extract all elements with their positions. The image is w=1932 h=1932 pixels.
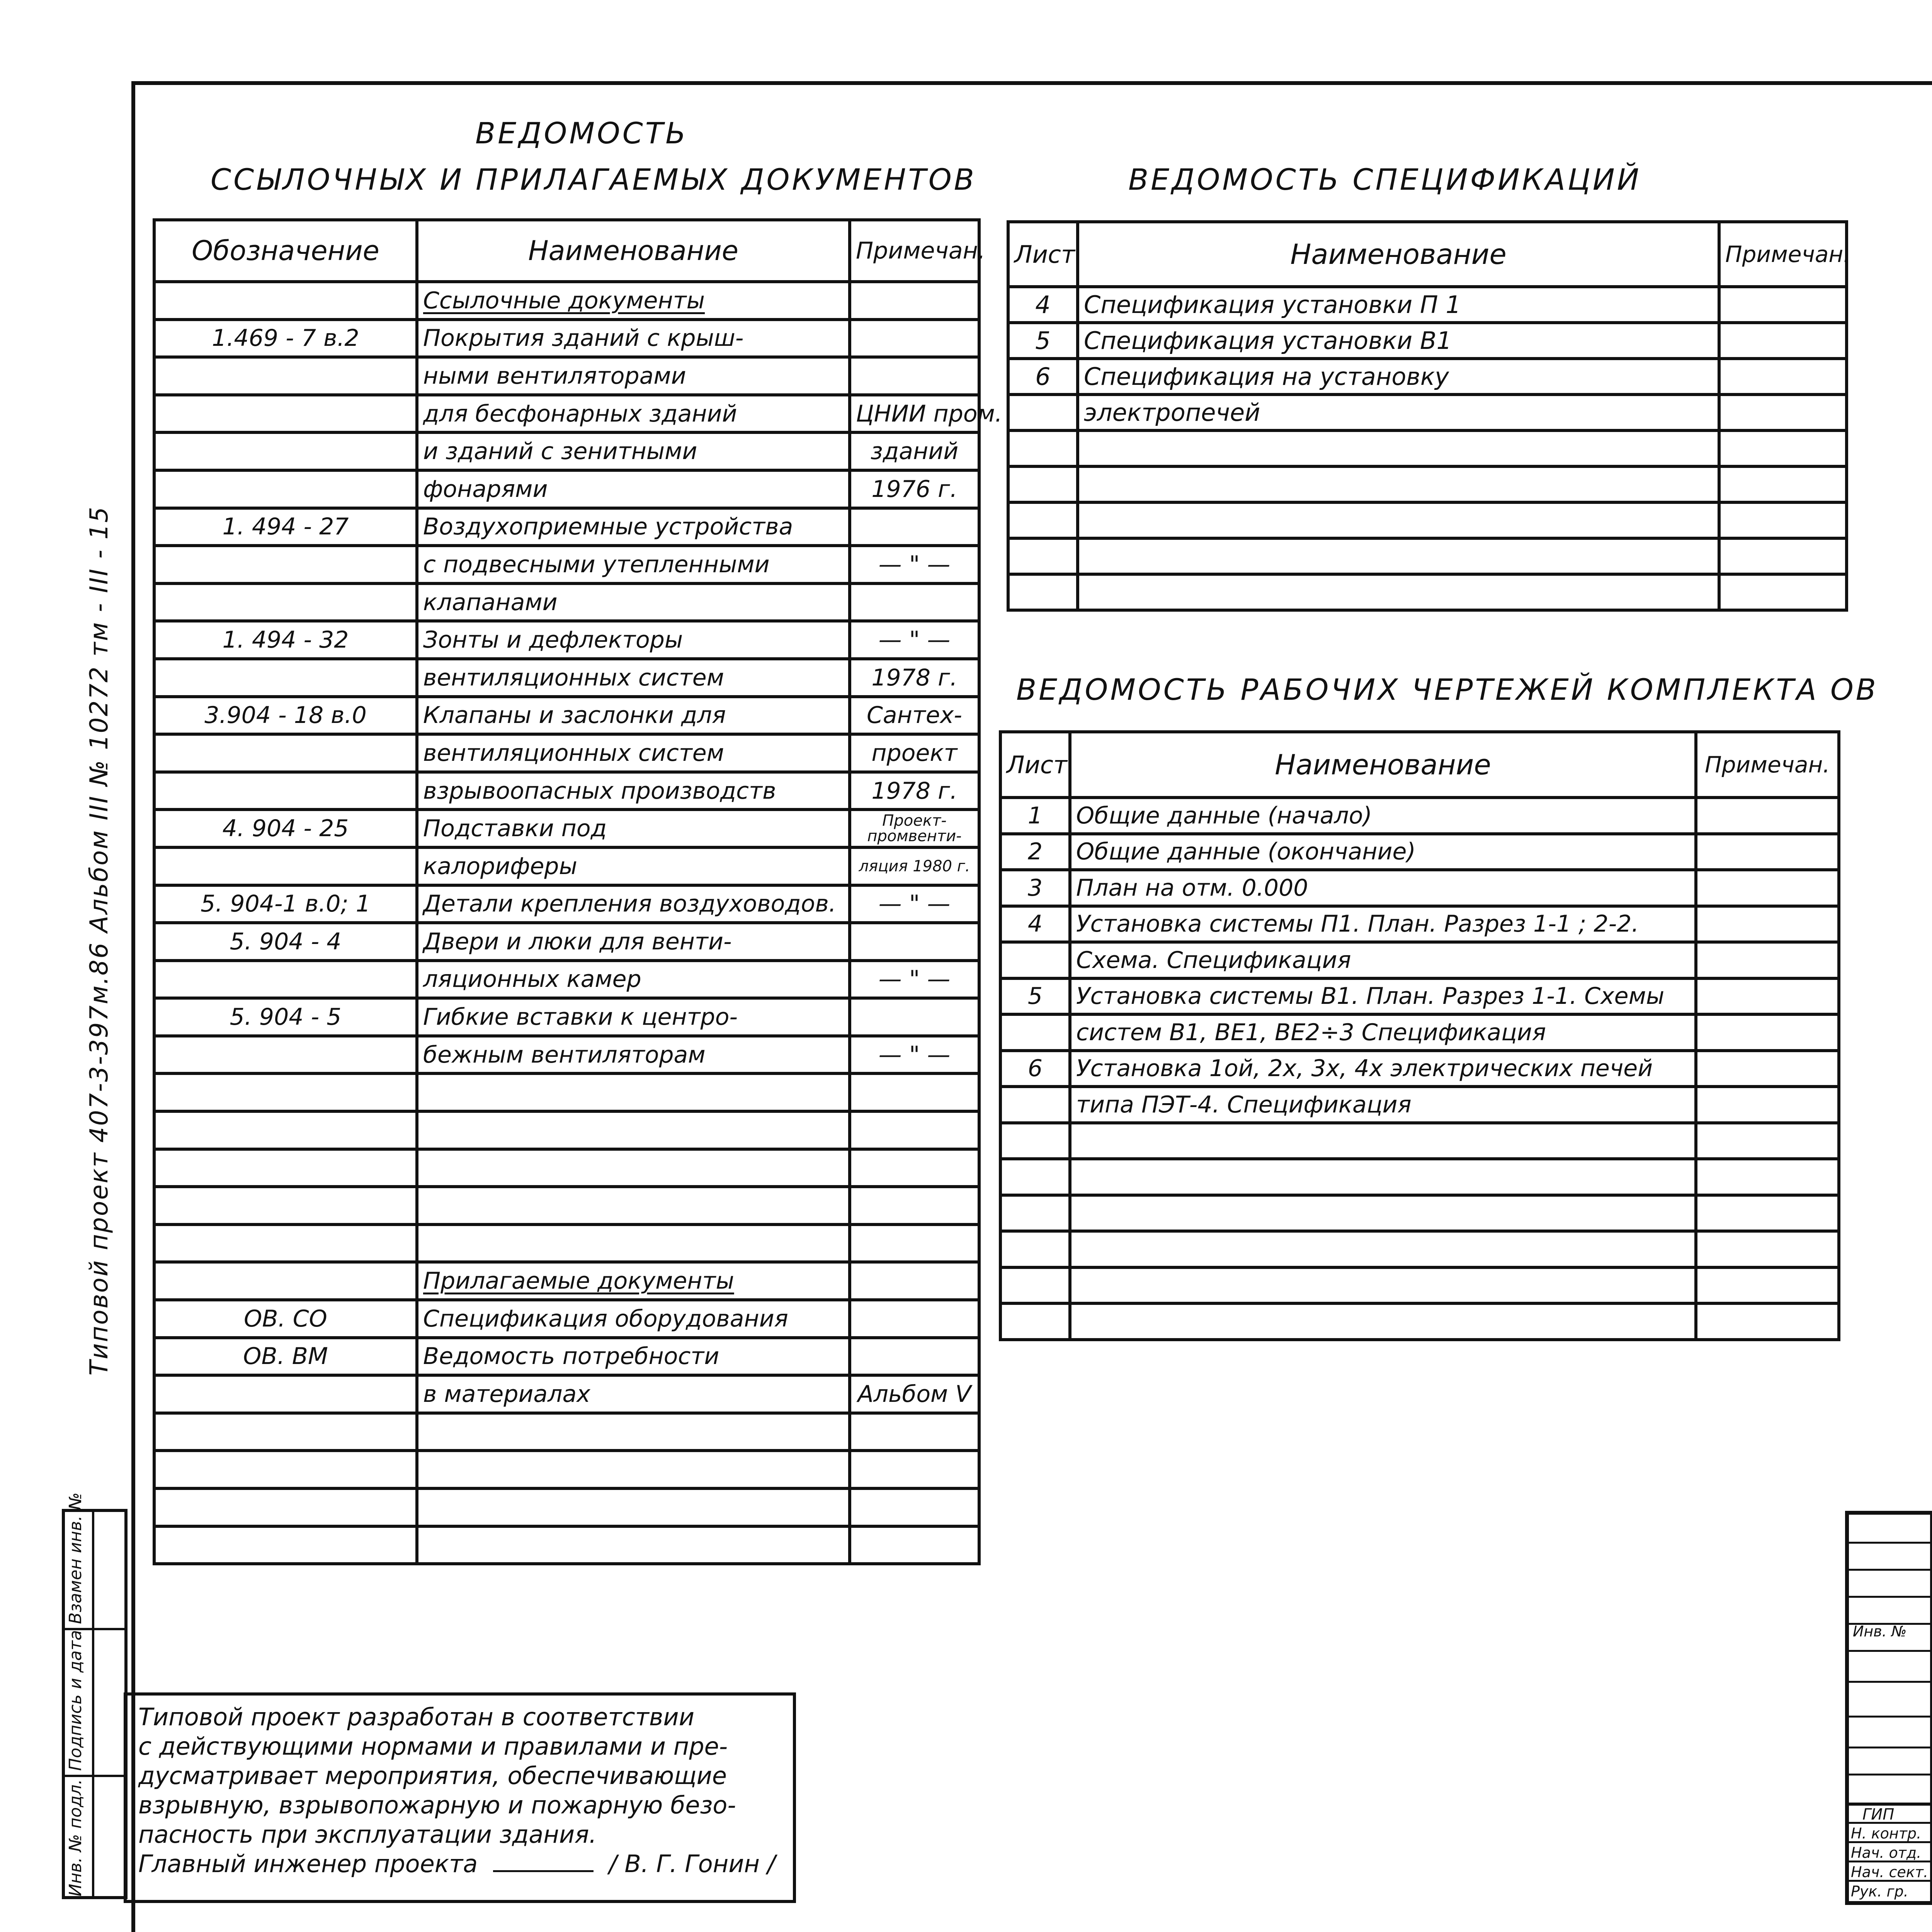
cell-name: ляционных камер: [417, 961, 850, 998]
general-note: [124, 1692, 796, 1903]
cell-name: [417, 1451, 850, 1488]
cell-note: [850, 998, 979, 1036]
cell-code: [154, 1413, 417, 1451]
role-label: Рук. гр.: [1851, 1883, 1908, 1900]
cell-note: [1719, 538, 1847, 574]
cell-name: вентиляционных систем: [417, 734, 850, 772]
cell-code: ОВ. СО: [154, 1300, 417, 1338]
cell-note: [850, 508, 979, 546]
table-row: [154, 885, 979, 923]
table-row: [154, 621, 979, 659]
cell-note: — " —: [850, 1036, 979, 1074]
cell-note: — " —: [850, 885, 979, 923]
cell-name: Клапаны и заслонки для: [417, 697, 850, 735]
cell-note: 1978 г.: [850, 659, 979, 697]
cell-name: бежным вентиляторам: [417, 1036, 850, 1074]
cell-code: [154, 1225, 417, 1262]
cell-sheet: [1008, 430, 1078, 466]
cell-name: [417, 1111, 850, 1149]
table-row: [1000, 1051, 1839, 1087]
cell-name: Установка 1ой, 2х, 3х, 4х электрических печей: [1070, 1051, 1696, 1087]
cell-name: [417, 1488, 850, 1526]
table-row: [154, 847, 979, 885]
cell-name: План на отм. 0.000: [1070, 870, 1696, 906]
cell-note: [1719, 574, 1847, 610]
cell-name: Общие данные (начало): [1070, 798, 1696, 834]
table-row: [154, 1338, 979, 1376]
cell-note: [850, 1300, 979, 1338]
cell-name: вентиляционных систем: [417, 659, 850, 697]
cell-name: [417, 1526, 850, 1564]
cell-name: [1078, 538, 1719, 574]
cell-note: проект: [850, 734, 979, 772]
cell-code: [154, 1149, 417, 1187]
cell-code: [154, 1187, 417, 1225]
table-row: [1008, 323, 1847, 359]
col-header: Наименование: [417, 220, 850, 282]
cell-name: электропечей: [1078, 395, 1719, 430]
table-row: [154, 320, 979, 357]
table-row: [154, 432, 979, 470]
cell-note: [1696, 798, 1839, 834]
table-row: [154, 1375, 979, 1413]
cell-note: Сантех-: [850, 697, 979, 735]
cell-sheet: 4: [1000, 906, 1070, 942]
table-row: [154, 697, 979, 735]
cell-code: [154, 395, 417, 433]
cell-code: 1. 494 - 32: [154, 621, 417, 659]
table-row: [1000, 1014, 1839, 1051]
cell-sheet: 5: [1008, 323, 1078, 359]
table-row: [154, 1149, 979, 1187]
table-row: [154, 961, 979, 998]
role-label: Нач. сект.: [1851, 1864, 1928, 1881]
table-row: [1000, 798, 1839, 834]
cell-note: 1978 г.: [850, 772, 979, 810]
table-row: [154, 772, 979, 810]
cell-note: [850, 923, 979, 961]
cell-code: [154, 432, 417, 470]
cell-code: [154, 961, 417, 998]
cell-name: [417, 1413, 850, 1451]
table-row: [1000, 1303, 1839, 1340]
cell-note: [850, 1526, 979, 1564]
table-row: [154, 470, 979, 508]
cell-sheet: [1008, 574, 1078, 610]
cell-note: [1696, 978, 1839, 1015]
table-row: [1008, 574, 1847, 610]
cell-note: [1719, 430, 1847, 466]
table-row: [154, 1413, 979, 1451]
cell-code: 1.469 - 7 в.2: [154, 320, 417, 357]
cell-note: [1696, 1231, 1839, 1267]
table-row: [1000, 870, 1839, 906]
cell-code: [154, 734, 417, 772]
cell-code: [154, 772, 417, 810]
cell-note: [850, 1262, 979, 1300]
table-row: [154, 546, 979, 583]
note-line: с действующими нормами и правилами и пре-: [138, 1732, 728, 1760]
col-header: Наименование: [1078, 222, 1719, 287]
table-row: [154, 1262, 979, 1300]
inv-number-label: Инв. №: [1853, 1623, 1907, 1640]
table-row: [1008, 430, 1847, 466]
cell-sheet: 3: [1000, 870, 1070, 906]
cell-name: Подставки под: [417, 810, 850, 847]
cell-code: 4. 904 - 25: [154, 810, 417, 847]
cell-note: [1696, 1195, 1839, 1231]
cell-name: и зданий с зенитными: [417, 432, 850, 470]
cell-note: [1696, 870, 1839, 906]
cell-sheet: 6: [1000, 1051, 1070, 1087]
role-label: Н. контр.: [1851, 1825, 1922, 1842]
cell-sheet: 2: [1000, 834, 1070, 870]
cell-note: [1719, 502, 1847, 538]
cell-name: клапанами: [417, 583, 850, 621]
cell-name: Гибкие вставки к центро-: [417, 998, 850, 1036]
table-row: [154, 1451, 979, 1488]
table-row: [154, 1225, 979, 1262]
cell-name: [1070, 1123, 1696, 1159]
cell-code: [154, 546, 417, 583]
note-line: взрывную, взрывопожарную и пожарную безо-: [138, 1791, 736, 1819]
table-row: [154, 1036, 979, 1074]
col-header: Лист: [1000, 732, 1070, 798]
cell-note: [1719, 466, 1847, 502]
cell-note: — " —: [850, 621, 979, 659]
ref-docs-title: ВЕДОМОСТЬ: [475, 116, 688, 150]
cell-note: 1976 г.: [850, 470, 979, 508]
table-row: [154, 1526, 979, 1564]
cell-code: [154, 470, 417, 508]
table-row: [154, 998, 979, 1036]
cell-note: [850, 1225, 979, 1262]
cell-note: [1696, 1303, 1839, 1340]
cell-note: [850, 320, 979, 357]
table-row: [1008, 287, 1847, 323]
table-row: [1000, 942, 1839, 978]
cell-note: [1696, 1267, 1839, 1304]
table-row: [1000, 1195, 1839, 1231]
cell-name: [1070, 1159, 1696, 1195]
cell-code: [154, 1526, 417, 1564]
table-row: [154, 1488, 979, 1526]
table-row: [154, 1300, 979, 1338]
ref-docs-title: ССЫЛОЧНЫХ И ПРИЛАГАЕМЫХ ДОКУМЕНТОВ: [211, 162, 976, 197]
cell-note: [1719, 287, 1847, 323]
cell-name: Общие данные (окончание): [1070, 834, 1696, 870]
table-row: [1008, 359, 1847, 395]
note-line: пасность при эксплуатации здания.: [138, 1820, 597, 1849]
cell-code: [154, 1073, 417, 1111]
cell-note: [850, 1149, 979, 1187]
cell-name: [1070, 1195, 1696, 1231]
cell-note: Проект- промвенти-: [850, 810, 979, 847]
cell-name: [417, 1149, 850, 1187]
cell-code: 3.904 - 18 в.0: [154, 697, 417, 735]
cell-name: для бесфонарных зданий: [417, 395, 850, 433]
col-header: Примечан.: [1696, 732, 1839, 798]
cell-name: [1070, 1267, 1696, 1304]
cell-name: Ссылочные документы: [417, 282, 850, 320]
col-header: Наименование: [1070, 732, 1696, 798]
table-row: [154, 923, 979, 961]
table-row: [154, 1187, 979, 1225]
cell-name: Спецификация оборудования: [417, 1300, 850, 1338]
cell-sheet: 1: [1000, 798, 1070, 834]
table-row: [154, 583, 979, 621]
table-row: [154, 282, 979, 320]
col-header: Обозначение: [154, 220, 417, 282]
cell-sheet: [1008, 466, 1078, 502]
table-row: [154, 810, 979, 847]
title-block: [1845, 1511, 1932, 1905]
table-row: [154, 1073, 979, 1111]
cell-name: Спецификация установки В1: [1078, 323, 1719, 359]
chief-engineer-label: Главный инженер проекта: [138, 1850, 478, 1878]
cell-name: [1078, 502, 1719, 538]
cell-note: — " —: [850, 546, 979, 583]
cell-note: [1696, 1123, 1839, 1159]
cell-name: [1078, 466, 1719, 502]
col-header: Лист: [1008, 222, 1078, 287]
cell-name: ными вентиляторами: [417, 357, 850, 395]
cell-name: Прилагаемые документы: [417, 1262, 850, 1300]
cell-note: [1696, 834, 1839, 870]
cell-sheet: [1008, 502, 1078, 538]
cell-sheet: 4: [1008, 287, 1078, 323]
chief-engineer-name: / В. Г. Гонин /: [609, 1850, 776, 1878]
cell-note: [850, 282, 979, 320]
cell-code: [154, 1488, 417, 1526]
cell-sheet: [1000, 1014, 1070, 1051]
table-row: [154, 659, 979, 697]
note-line: Типовой проект разработан в соответствии: [138, 1703, 694, 1731]
table-row: [1008, 502, 1847, 538]
cell-name: Воздухоприемные устройства: [417, 508, 850, 546]
cell-note: [1719, 359, 1847, 395]
cell-note: [1696, 942, 1839, 978]
cell-name: Установка системы В1. План. Разрез 1-1. Схемы: [1070, 978, 1696, 1015]
table-row: [154, 734, 979, 772]
cell-note: [1696, 1014, 1839, 1051]
cell-note: Альбом V: [850, 1375, 979, 1413]
ref-docs-table: [153, 218, 1002, 1565]
side-label: Подпись и дата: [66, 1630, 85, 1771]
cell-sheet: [1008, 538, 1078, 574]
cell-code: 5. 904 - 5: [154, 998, 417, 1036]
cell-note: [850, 1187, 979, 1225]
cell-name: Спецификация на установку: [1078, 359, 1719, 395]
cell-name: типа ПЭТ-4. Спецификация: [1070, 1087, 1696, 1123]
cell-note: [850, 1413, 979, 1451]
cell-name: в материалах: [417, 1375, 850, 1413]
table-row: [1000, 906, 1839, 942]
table-row: [1000, 1087, 1839, 1123]
cell-note: [1719, 395, 1847, 430]
cell-name: Схема. Спецификация: [1070, 942, 1696, 978]
cell-name: [1078, 430, 1719, 466]
table-row: [1000, 978, 1839, 1015]
cell-name: калориферы: [417, 847, 850, 885]
cell-sheet: [1000, 1123, 1070, 1159]
side-label: Инв. № подл.: [66, 1779, 85, 1896]
cell-note: [1696, 1051, 1839, 1087]
cell-note: зданий: [850, 432, 979, 470]
cell-note: [850, 1338, 979, 1376]
cell-name: Покрытия зданий с крыш-: [417, 320, 850, 357]
cell-note: [1696, 1087, 1839, 1123]
role-label: ГИП: [1862, 1806, 1895, 1823]
cell-name: Зонты и дефлекторы: [417, 621, 850, 659]
cell-name: [1070, 1231, 1696, 1267]
work-drawings-table: [999, 730, 1840, 1341]
table-row: [1000, 1159, 1839, 1195]
cell-note: ляция 1980 г.: [850, 847, 979, 885]
table-row: [154, 1111, 979, 1149]
spec-table: [1007, 220, 1848, 612]
cell-code: 5. 904-1 в.0; 1: [154, 885, 417, 923]
table-row: [1000, 834, 1839, 870]
cell-sheet: [1000, 942, 1070, 978]
cell-code: [154, 659, 417, 697]
table-row: [154, 508, 979, 546]
cell-name: взрывоопасных производств: [417, 772, 850, 810]
cell-name: Детали крепления воздуховодов.: [417, 885, 850, 923]
table-row: [1008, 466, 1847, 502]
table-row: [1000, 1123, 1839, 1159]
cell-sheet: 6: [1008, 359, 1078, 395]
cell-note: [850, 1111, 979, 1149]
side-project-text: Типовой проект 407-3-397м.86 Альбом III № 10272 тм - III - 15: [85, 505, 114, 1376]
cell-note: ЦНИИ пром.: [850, 395, 979, 433]
col-header: Примечан.: [850, 220, 979, 282]
cell-name: фонарями: [417, 470, 850, 508]
cell-note: — " —: [850, 961, 979, 998]
side-label: Взамен инв. №: [66, 1492, 85, 1624]
cell-name: [417, 1073, 850, 1111]
cell-name: систем В1, ВЕ1, ВЕ2÷3 Спецификация: [1070, 1014, 1696, 1051]
cell-code: [154, 847, 417, 885]
cell-name: [417, 1187, 850, 1225]
work-drawings-title: ВЕДОМОСТЬ РАБОЧИХ ЧЕРТЕЖЕЙ КОМПЛЕКТА ОВ: [1016, 672, 1878, 707]
table-row: [1008, 538, 1847, 574]
cell-sheet: [1000, 1087, 1070, 1123]
table-row: [1000, 1267, 1839, 1304]
cell-sheet: [1000, 1195, 1070, 1231]
cell-name: Ведомость потребности: [417, 1338, 850, 1376]
cell-note: [850, 357, 979, 395]
signature-line: [493, 1870, 594, 1872]
note-line: дусматривает мероприятия, обеспечивающие: [138, 1762, 727, 1790]
cell-sheet: 5: [1000, 978, 1070, 1015]
cell-code: 1. 494 - 27: [154, 508, 417, 546]
side-stamp-column: [62, 1492, 128, 1899]
table-row: [1000, 1231, 1839, 1267]
cell-note: [850, 1451, 979, 1488]
cell-name: с подвесными утепленными: [417, 546, 850, 583]
cell-code: [154, 1262, 417, 1300]
cell-name: Установка системы П1. План. Разрез 1-1 ; 2-2.: [1070, 906, 1696, 942]
role-label: Нач. отд.: [1851, 1844, 1922, 1861]
table-row: [154, 395, 979, 433]
cell-note: [1719, 323, 1847, 359]
cell-code: ОВ. ВМ: [154, 1338, 417, 1376]
cell-note: [1696, 1159, 1839, 1195]
cell-name: Спецификация установки П 1: [1078, 287, 1719, 323]
cell-sheet: [1008, 395, 1078, 430]
cell-sheet: [1000, 1303, 1070, 1340]
col-header: Примечан.: [1719, 222, 1847, 287]
cell-name: [417, 1225, 850, 1262]
cell-code: [154, 1451, 417, 1488]
cell-code: 5. 904 - 4: [154, 923, 417, 961]
cell-note: [850, 583, 979, 621]
cell-note: [850, 1073, 979, 1111]
cell-code: [154, 1375, 417, 1413]
cell-name: [1070, 1303, 1696, 1340]
cell-note: [1696, 906, 1839, 942]
cell-code: [154, 357, 417, 395]
cell-name: [1078, 574, 1719, 610]
cell-note: [850, 1488, 979, 1526]
table-row: [154, 357, 979, 395]
cell-sheet: [1000, 1231, 1070, 1267]
cell-sheet: [1000, 1159, 1070, 1195]
table-row: [1008, 395, 1847, 430]
spec-title: ВЕДОМОСТЬ СПЕЦИФИКАЦИЙ: [1128, 162, 1641, 197]
cell-code: [154, 282, 417, 320]
cell-code: [154, 1111, 417, 1149]
cell-name: Двери и люки для венти-: [417, 923, 850, 961]
cell-code: [154, 583, 417, 621]
cell-code: [154, 1036, 417, 1074]
cell-sheet: [1000, 1267, 1070, 1304]
